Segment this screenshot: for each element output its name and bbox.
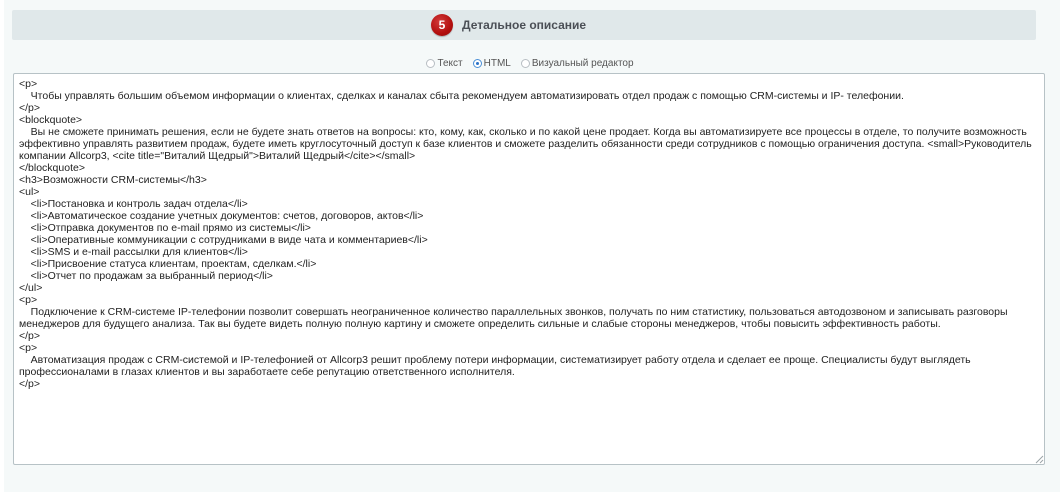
editor-mode-switch <box>0 56 1060 70</box>
mode-option-html-label: HTML <box>483 57 511 69</box>
mode-option-visual-label: Визуальный редактор <box>531 57 634 69</box>
html-source-textarea[interactable]: <p> Чтобы управлять большим объемом информации о клиентах, сделках и каналах сбыта рекомендуем автоматизировать отдел продаж с помощью CRM-системы и IP- телефонии. </p> <blockquote> Вы не сможете принимать решения, если не будете знать ответов на вопросы: кто, кому, как, сколько и по какой цене продает. Когда вы автоматизируете все процессы в отделе, то получите возможность эффективно управлять развитием продаж, будете иметь круглосуточный доступ к базе клиентов и сможете разделить обязанности среди сотрудников с помощью ограничения доступа. <small>Руководитель компании Allcorp3, <cite title="Виталий Щедрый">Виталий Щедрый</cite></small> </blockquote> <h3>Возможности CRM-системы</h3> <ul> <li>Постановка и контроль задач отдела</li> <li>Автоматическое создание учетных документов: счетов, договоров, актов</li> <li>Отправка документов по e-mail прямо из системы</li> <li>Оперативные коммуникации с сотрудниками в виде чата и комментариев</li> <li>SMS и e-mail рассылки для клиентов</li> <li>Присвоение статуса клиентам, проектам, сделкам.</li> <li>Отчет по продажам за выбранный период</li> </ul> <p> Подключение к CRM-системе IP-телефонии позволит совершать неограниченное количество параллельных звонков, получать по ним статистику, пользоваться автодозвоном и записывать разговоры менеджеров для будущего анализа. Так вы будете видеть полную полную картину и сможете определить сильные и слабые стороны менеджеров, чтобы повысить эффективность работы. </p> <p> Автоматизация продаж с CRM-системой и IP-телефонией от Allcorp3 решит проблему потери информации, систематизирует работу отдела и сделает ее проще. Специалисты будут выглядеть профессионалами в глазах клиентов и вы заработаете себе репутацию ответственного исполнителя. </p> <box>13 73 1045 465</box>
page-edge <box>0 0 4 492</box>
step-number-badge: 5 <box>431 14 453 36</box>
resize-grip-icon[interactable] <box>1034 454 1044 464</box>
mode-option-html[interactable] <box>473 58 511 69</box>
mode-option-text[interactable] <box>426 58 462 69</box>
radio-visual[interactable] <box>521 59 530 68</box>
radio-html[interactable] <box>473 59 482 68</box>
section-title: Детальное описание <box>462 18 587 32</box>
mode-option-text-label: Текст <box>437 57 463 69</box>
section-header <box>12 10 1036 40</box>
radio-text[interactable] <box>426 59 435 68</box>
mode-option-visual[interactable] <box>521 58 634 69</box>
